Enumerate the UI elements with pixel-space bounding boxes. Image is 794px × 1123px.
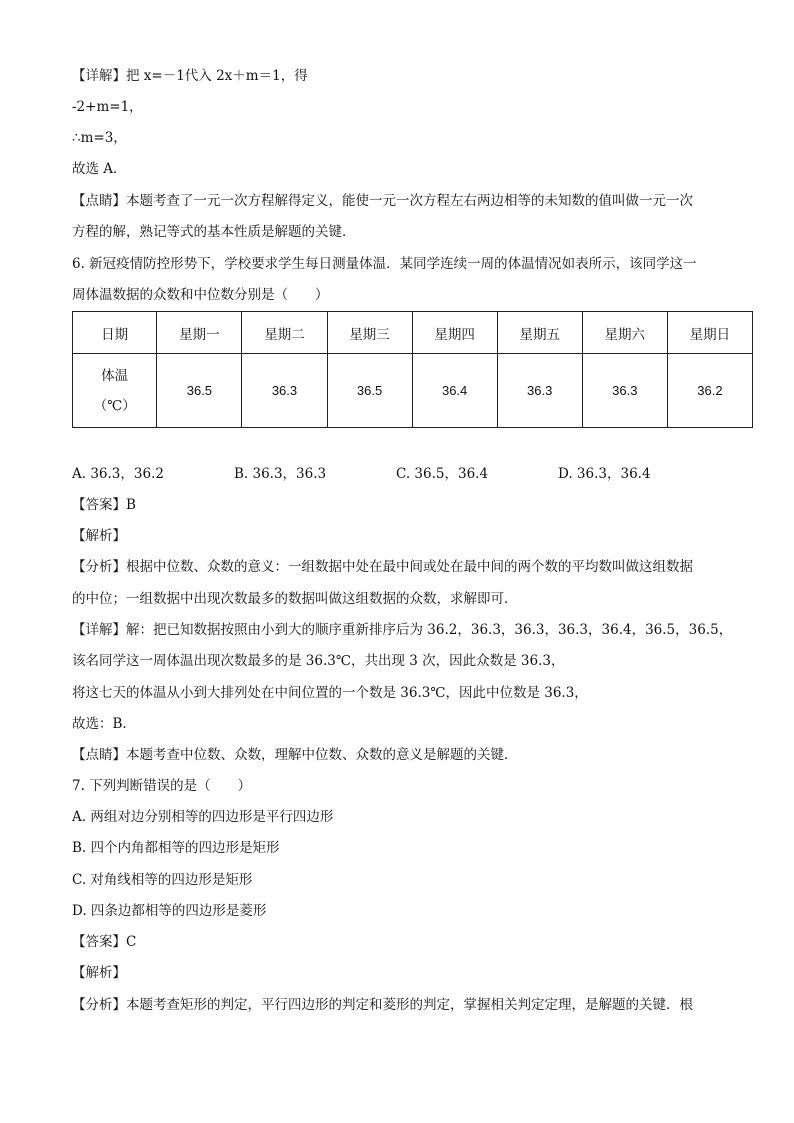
question-6-stem-2: 周体温数据的众数和中位数分别是（ ）	[72, 287, 329, 303]
answer-6: 【答案】B	[72, 497, 136, 513]
jiexi-7: 【解析】	[72, 965, 126, 981]
dianjing-6: 【点睛】本题考查中位数、众数，理解中位数、众数的意义是解题的关键．	[72, 747, 518, 763]
question-6-stem-1: 6. 新冠疫情防控形势下，学校要求学生每日测量体温．某同学连续一周的体温情况如表所示，该同学这一	[72, 256, 697, 272]
table-header-cell: 星期三	[327, 312, 412, 354]
xiangjie-6-line-3: 将这七天的体温从小到大排列处在中间位置的一个数是 36.3℃，因此中位数是 36.3，	[72, 685, 588, 701]
choose-6: 故选：B．	[72, 716, 136, 732]
fenxi-7: 【分析】本题考查矩形的判定，平行四边形的判定和菱形的判定，掌握相关判定定理，是解题的关键．根	[72, 997, 693, 1013]
line-xiangjie-substitute: 【详解】把 x=－1代入 2x＋m＝1，得	[72, 68, 308, 84]
table-header-cell: 日期	[73, 312, 157, 354]
fenxi-6-line-2: 的中位；一组数据中出现次数最多的数据叫做这组数据的众数，求解即可．	[72, 591, 518, 607]
line-choose-a: 故选 A．	[72, 161, 127, 177]
table-cell: 36.5	[327, 354, 412, 428]
temperature-table	[72, 311, 753, 428]
table-header-cell: 星期五	[497, 312, 582, 354]
table-header-cell: 星期一	[157, 312, 242, 354]
fenxi-6-line-1: 【分析】根据中位数、众数的意义：一组数据中处在最中间或处在最中间的两个数的平均数叫做这组数据	[72, 559, 693, 575]
row-label-line-2: （℃）	[93, 397, 136, 414]
table-header-cell: 星期六	[582, 312, 667, 354]
option-7-d: D. 四条边都相等的四边形是菱形	[72, 903, 267, 919]
table-header-cell: 星期二	[242, 312, 327, 354]
line-dianjing-1: 【点睛】本题考查了一元一次方程解得定义，能使一元一次方程左右两边相等的未知数的值叫做一元一次	[72, 193, 693, 209]
option-6-c: C. 36.5，36.4	[396, 466, 489, 482]
line-equation: -2+m=1，	[72, 99, 143, 115]
xiangjie-6-line-1: 【详解】解：把已知数据按照由小到大的顺序重新排序后为 36.2，36.3，36.3，36.3，36.4，36.5，36.5，	[72, 622, 733, 638]
table-cell: 36.3	[582, 354, 667, 428]
table-cell: 36.3	[497, 354, 582, 428]
row-label-line-1: 体温	[101, 367, 129, 384]
table-header-row	[73, 312, 753, 354]
answer-7: 【答案】C	[72, 934, 137, 950]
table-cell: 36.3	[242, 354, 327, 428]
question-7-stem: 7. 下列判断错误的是（ ）	[72, 778, 252, 794]
table-cell: 36.4	[412, 354, 497, 428]
line-dianjing-2: 方程的解，熟记等式的基本性质是解题的关键．	[72, 224, 356, 240]
line-result-m: ∴m=3，	[72, 130, 127, 146]
jiexi-6: 【解析】	[72, 528, 126, 544]
option-6-a: A. 36.3，36.2	[72, 466, 164, 482]
option-7-b: B. 四个内角都相等的四边形是矩形	[72, 840, 280, 856]
option-7-c: C. 对角线相等的四边形是矩形	[72, 872, 253, 888]
table-header-cell: 星期四	[412, 312, 497, 354]
option-6-d: D. 36.3，36.4	[558, 466, 651, 482]
table-row	[73, 354, 753, 428]
table-row-label	[73, 354, 157, 428]
table-header-cell: 星期日	[667, 312, 752, 354]
option-7-a: A. 两组对边分别相等的四边形是平行四边形	[72, 809, 334, 825]
xiangjie-6-line-2: 该名同学这一周体温出现次数最多的是 36.3℃，共出现 3 次，因此众数是 36.3，	[72, 653, 565, 669]
option-6-b: B. 36.3，36.3	[234, 466, 327, 482]
table-cell: 36.5	[157, 354, 242, 428]
table-cell: 36.2	[667, 354, 752, 428]
